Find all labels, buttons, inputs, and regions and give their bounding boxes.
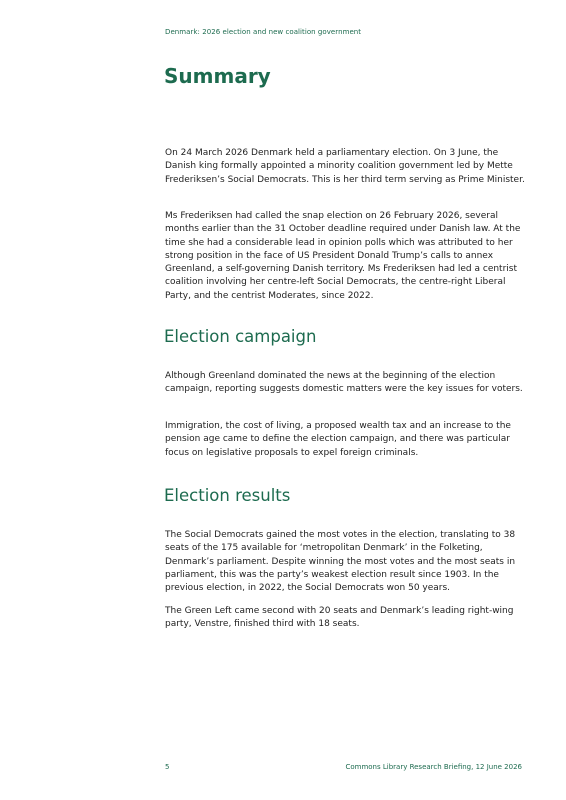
running-header: Denmark: 2026 election and new coalition government — [165, 28, 362, 36]
section-heading-election-results: Election results — [164, 486, 291, 505]
results-paragraph-1: The Social Democrats gained the most votes in the election, translating to 38 seats of the 175 available for ‘metropolitan Denmark’ in the Folketing, Denmark’s parliament. Despite winning the most votes and the most seats in parliament, this was the party’s weakest election result since 1903. In the previous election, in 2022, the Social Democrats won 50 years. — [165, 530, 516, 594]
results-paragraph-2: The Green Left came second with 20 seats and Denmark’s leading right-wing party, Venstre, finished third with 18 seats. — [165, 606, 514, 630]
campaign-paragraph-2: Immigration, the cost of living, a proposed wealth tax and an increase to the pension age came to define the election campaign, and there was particular focus on legislative proposals to expel foreign criminals. — [165, 421, 511, 458]
footer-source: Commons Library Research Briefing, 12 June 2026 — [345, 763, 522, 771]
campaign-paragraph-1: Although Greenland dominated the news at the beginning of the election campaign, reporting suggests domestic matters were the key issues for voters. — [165, 371, 523, 395]
summary-paragraph-1: On 24 March 2026 Denmark held a parliamentary election. On 3 June, the Danish king formally appointed a minority coalition government led by Mette Frederiksen’s Social Democrats. This is her third term serving as Prime Minister. — [165, 148, 525, 185]
page-title: Summary — [164, 64, 271, 88]
section-heading-election-campaign: Election campaign — [164, 327, 317, 346]
summary-paragraph-2: Ms Frederiksen had called the snap election on 26 February 2026, several months earlier than the 31 October deadline required under Danish law. At the time she had a considerable lead in opinion polls which was attributed to her strong position in the face of US President Donald Trump’s calls to annex Greenland, a self-governing Danish territory. Ms Frederiksen had led a centrist coalition involving her centre-left Social Democrats, the centre-right Liberal Party, and the centrist Moderates, since 2022. — [165, 211, 521, 301]
page-number: 5 — [165, 763, 170, 771]
